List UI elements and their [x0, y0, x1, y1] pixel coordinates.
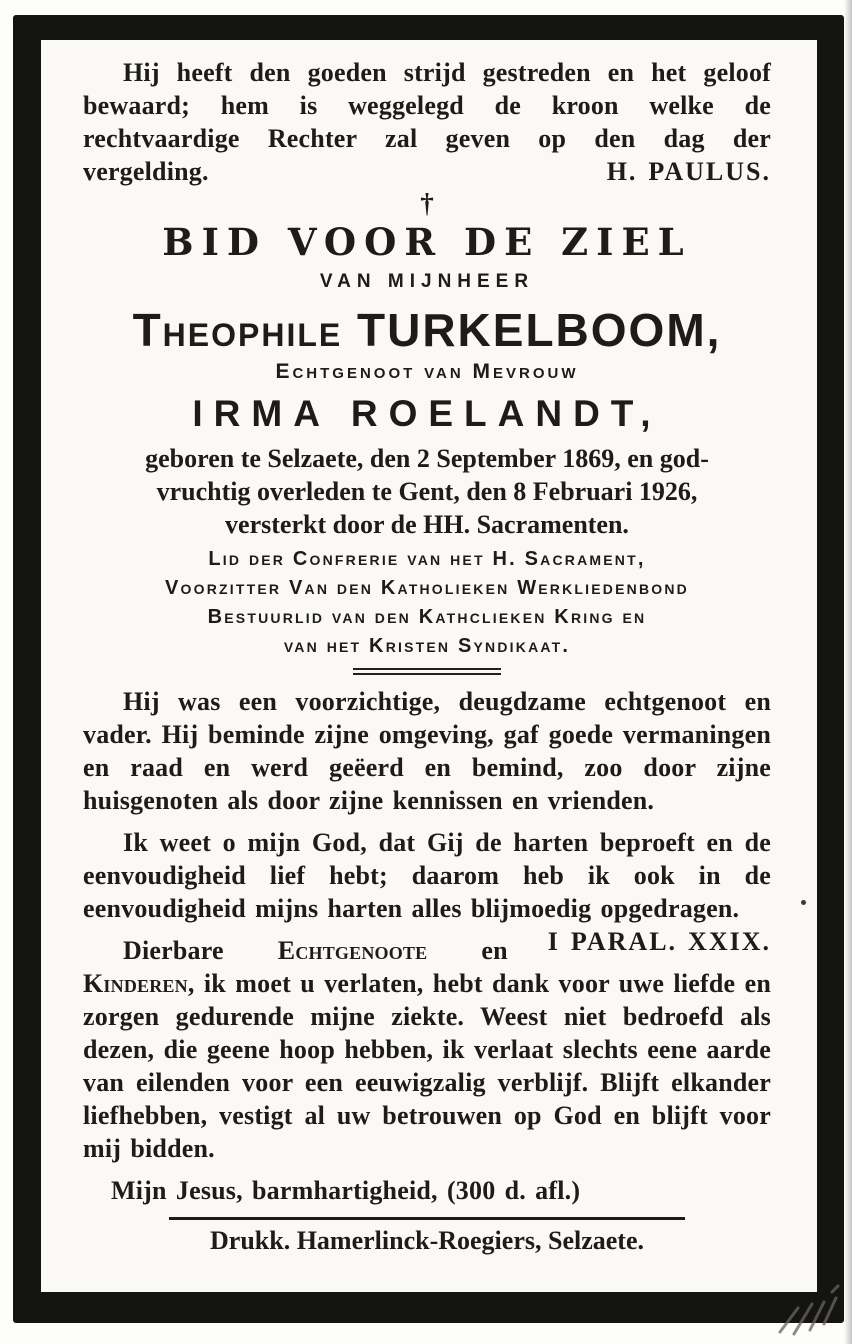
eulogy-paragraph: Hij was een voorzichtige, deugdzame echtgenoot en vader. Hij beminde zijne omgeving, gaf goede vermaningen en raad en werd geëerd en bemind, zoo door zijne huisgenoten als door zijne kennissen en vrienden. [83, 687, 771, 815]
life-dates-line: versterkt door de HH. Sacramenten. [225, 510, 629, 539]
farewell-spouse-word: Echtgenoote [277, 936, 428, 965]
section-divider-rule [353, 668, 501, 675]
life-dates-line: geboren te Selzaete, den 2 September 1869, en god- [145, 444, 709, 473]
scan-speck [801, 900, 806, 905]
life-dates-line: vruchtig overleden te Gent, den 8 Februari 1926, [156, 477, 698, 506]
membership-line: van het Kristen Syndikaat. [283, 635, 571, 657]
spouse-name: IRMA ROELANDT, [192, 393, 662, 434]
opening-quote-attribution: H. PAULUS. [606, 157, 771, 186]
prayer-line: Mijn Jesus, barmhartigheid, (300 d. afl.) [111, 1176, 581, 1205]
membership-line: Bestuurlid van den Kathclieken Kring en [207, 606, 647, 628]
opening-quote-text: Hij heeft den goeden strijd gestreden en het geloof bewaard; hem is weggelegd de kroon welke de rechtvaardige Rechter zal geven op den dag der vergelding. [83, 58, 771, 186]
deceased-name: Theophile TURKELBOOM, [132, 304, 722, 356]
membership-line: Voorzitter Van den Katholieken Werkliedenbond [165, 577, 689, 599]
card-subtitle: VAN MIJNHEER [319, 271, 535, 292]
life-dates-block [83, 442, 771, 541]
farewell-paragraph [83, 934, 771, 1165]
printer-rule [169, 1217, 685, 1220]
cross-icon: † [420, 188, 434, 218]
opening-quote [83, 56, 771, 188]
card-content [41, 40, 817, 1292]
farewell-children-word: Kinderen [83, 969, 188, 998]
scripture-attribution: I PARAL. XXIX. [547, 927, 771, 956]
farewell-mid: en [427, 936, 508, 965]
membership-line: Lid der Confrerie van het H. Sacrament, [208, 548, 646, 570]
pen-scribble [772, 1274, 850, 1338]
card-title: BID VOOR DE ZIEL [162, 220, 692, 264]
farewell-rest: , ik moet u verlaten, hebt dank voor uwe liefde en zorgen gedurende mijne ziekte. Weest niet bedroefd als dezen, die geene hoop hebben, ik verlaat slechts eene aarde van eilenden voor een eeuwigzalig verblijf. Blijft elkander liefhebben, vestigt al uw betrouwen op God en blijft voor mij bidden. [83, 969, 771, 1163]
memberships-block [83, 545, 771, 661]
relation-line: Echtgenoot van Mevrouw [275, 360, 579, 383]
printer-line: Drukk. Hamerlinck-Roegiers, Selzaete. [210, 1226, 644, 1255]
scripture-text: Ik weet o mijn God, dat Gij de harten beproeft en de eenvoudigheid lief hebt; daarom heb ik ook in de eenvoudigheid mijns harten alles blijmoedig opgedragen. [83, 828, 771, 923]
farewell-lead: Dierbare [123, 936, 278, 965]
card-border-frame [13, 15, 844, 1323]
